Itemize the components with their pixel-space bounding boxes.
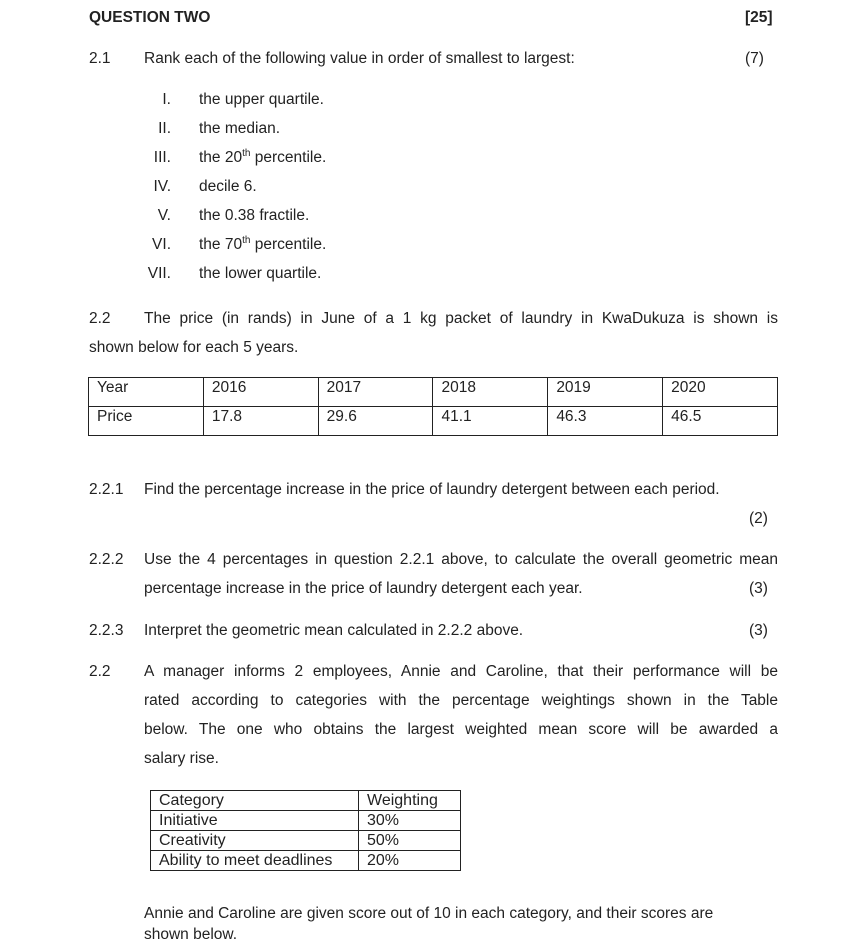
table-cell: 50% [359, 831, 461, 851]
table-row [89, 378, 778, 407]
list-item-numeral: VII. [147, 265, 171, 282]
question-text-2-2b-line3: below. The one who obtains the largest weighted mean score will be awarded a [144, 721, 778, 738]
question-prompt-2-1: Rank each of the following value in order of smallest to largest: [144, 50, 575, 67]
table-row [89, 407, 778, 436]
list-item-numeral: I. [162, 91, 171, 108]
question-text-2-2b-line1: A manager informs 2 employees, Annie and Caroline, that their performance will be [144, 663, 778, 680]
table-cell: 46.5 [663, 407, 778, 436]
list-item-numeral: VI. [152, 236, 171, 253]
table-cell: 30% [359, 811, 461, 831]
table-header-row [151, 791, 461, 811]
table-cell: 20% [359, 851, 461, 871]
table-cell: Creativity [151, 831, 359, 851]
list-item: the median. [199, 120, 280, 137]
question-number-2-2-3: 2.2.3 [89, 622, 124, 639]
table-cell: 29.6 [318, 407, 433, 436]
list-item: decile 6. [199, 178, 257, 195]
marks-2-1: (7) [745, 50, 764, 67]
table-cell: 2017 [318, 378, 433, 407]
question-number-2-2: 2.2 [89, 310, 111, 327]
table-cell: 2020 [663, 378, 778, 407]
table-cell: 46.3 [548, 407, 663, 436]
list-item-numeral: IV. [153, 178, 171, 195]
question-text-2-2-1: Find the percentage increase in the price of laundry detergent between each period. [144, 481, 720, 498]
section-title: QUESTION TWO [89, 9, 211, 26]
table-header-cell: Category [151, 791, 359, 811]
footer-text-line1: Annie and Caroline are given score out of 10 in each category, and their scores are [144, 905, 714, 922]
table-row [151, 851, 461, 871]
question-number-2-2-1: 2.2.1 [89, 481, 124, 498]
question-number-2-1: 2.1 [89, 50, 111, 67]
question-text-2-2b-line2: rated according to categories with the percentage weightings shown in the Table [144, 692, 778, 709]
marks-2-2-1: (2) [749, 510, 768, 527]
question-text-2-2b-line4: salary rise. [144, 750, 219, 767]
table-cell: 2018 [433, 378, 548, 407]
table-cell: Ability to meet deadlines [151, 851, 359, 871]
table-header-cell: Weighting [359, 791, 461, 811]
price-table [88, 377, 778, 436]
question-text-2-2-line1: The price (in rands) in June of a 1 kg packet of laundry in KwaDukuza is shown is [144, 310, 778, 327]
question-text-2-2-3: Interpret the geometric mean calculated in 2.2.2 above. [144, 622, 524, 639]
table-cell: Year [89, 378, 204, 407]
list-item-numeral: II. [158, 120, 171, 137]
list-item: the 70th percentile. [199, 234, 327, 253]
question-number-2-2-2: 2.2.2 [89, 551, 124, 568]
marks-2-2-2: (3) [749, 580, 768, 597]
table-cell: 41.1 [433, 407, 548, 436]
question-text-2-2-2-line2: percentage increase in the price of laundry detergent each year. [144, 580, 583, 597]
list-item-numeral: III. [153, 149, 171, 166]
list-item: the 20th percentile. [199, 147, 327, 166]
table-cell: Price [89, 407, 204, 436]
list-item: the lower quartile. [199, 265, 322, 282]
table-cell: Initiative [151, 811, 359, 831]
marks-2-2-3: (3) [749, 622, 768, 639]
list-item: the upper quartile. [199, 91, 324, 108]
table-cell: 17.8 [203, 407, 318, 436]
footer-text-line2: shown below. [144, 926, 238, 943]
table-row [151, 831, 461, 851]
question-text-2-2-line2: shown below for each 5 years. [89, 339, 299, 356]
question-number-2-2b: 2.2 [89, 663, 111, 680]
weighting-table [150, 790, 461, 871]
total-marks: [25] [745, 9, 773, 26]
list-item: the 0.38 fractile. [199, 207, 310, 224]
question-text-2-2-2-line1: Use the 4 percentages in question 2.2.1 above, to calculate the overall geometric mean [144, 551, 778, 568]
table-row [151, 811, 461, 831]
table-cell: 2019 [548, 378, 663, 407]
list-item-numeral: V. [157, 207, 171, 224]
table-cell: 2016 [203, 378, 318, 407]
